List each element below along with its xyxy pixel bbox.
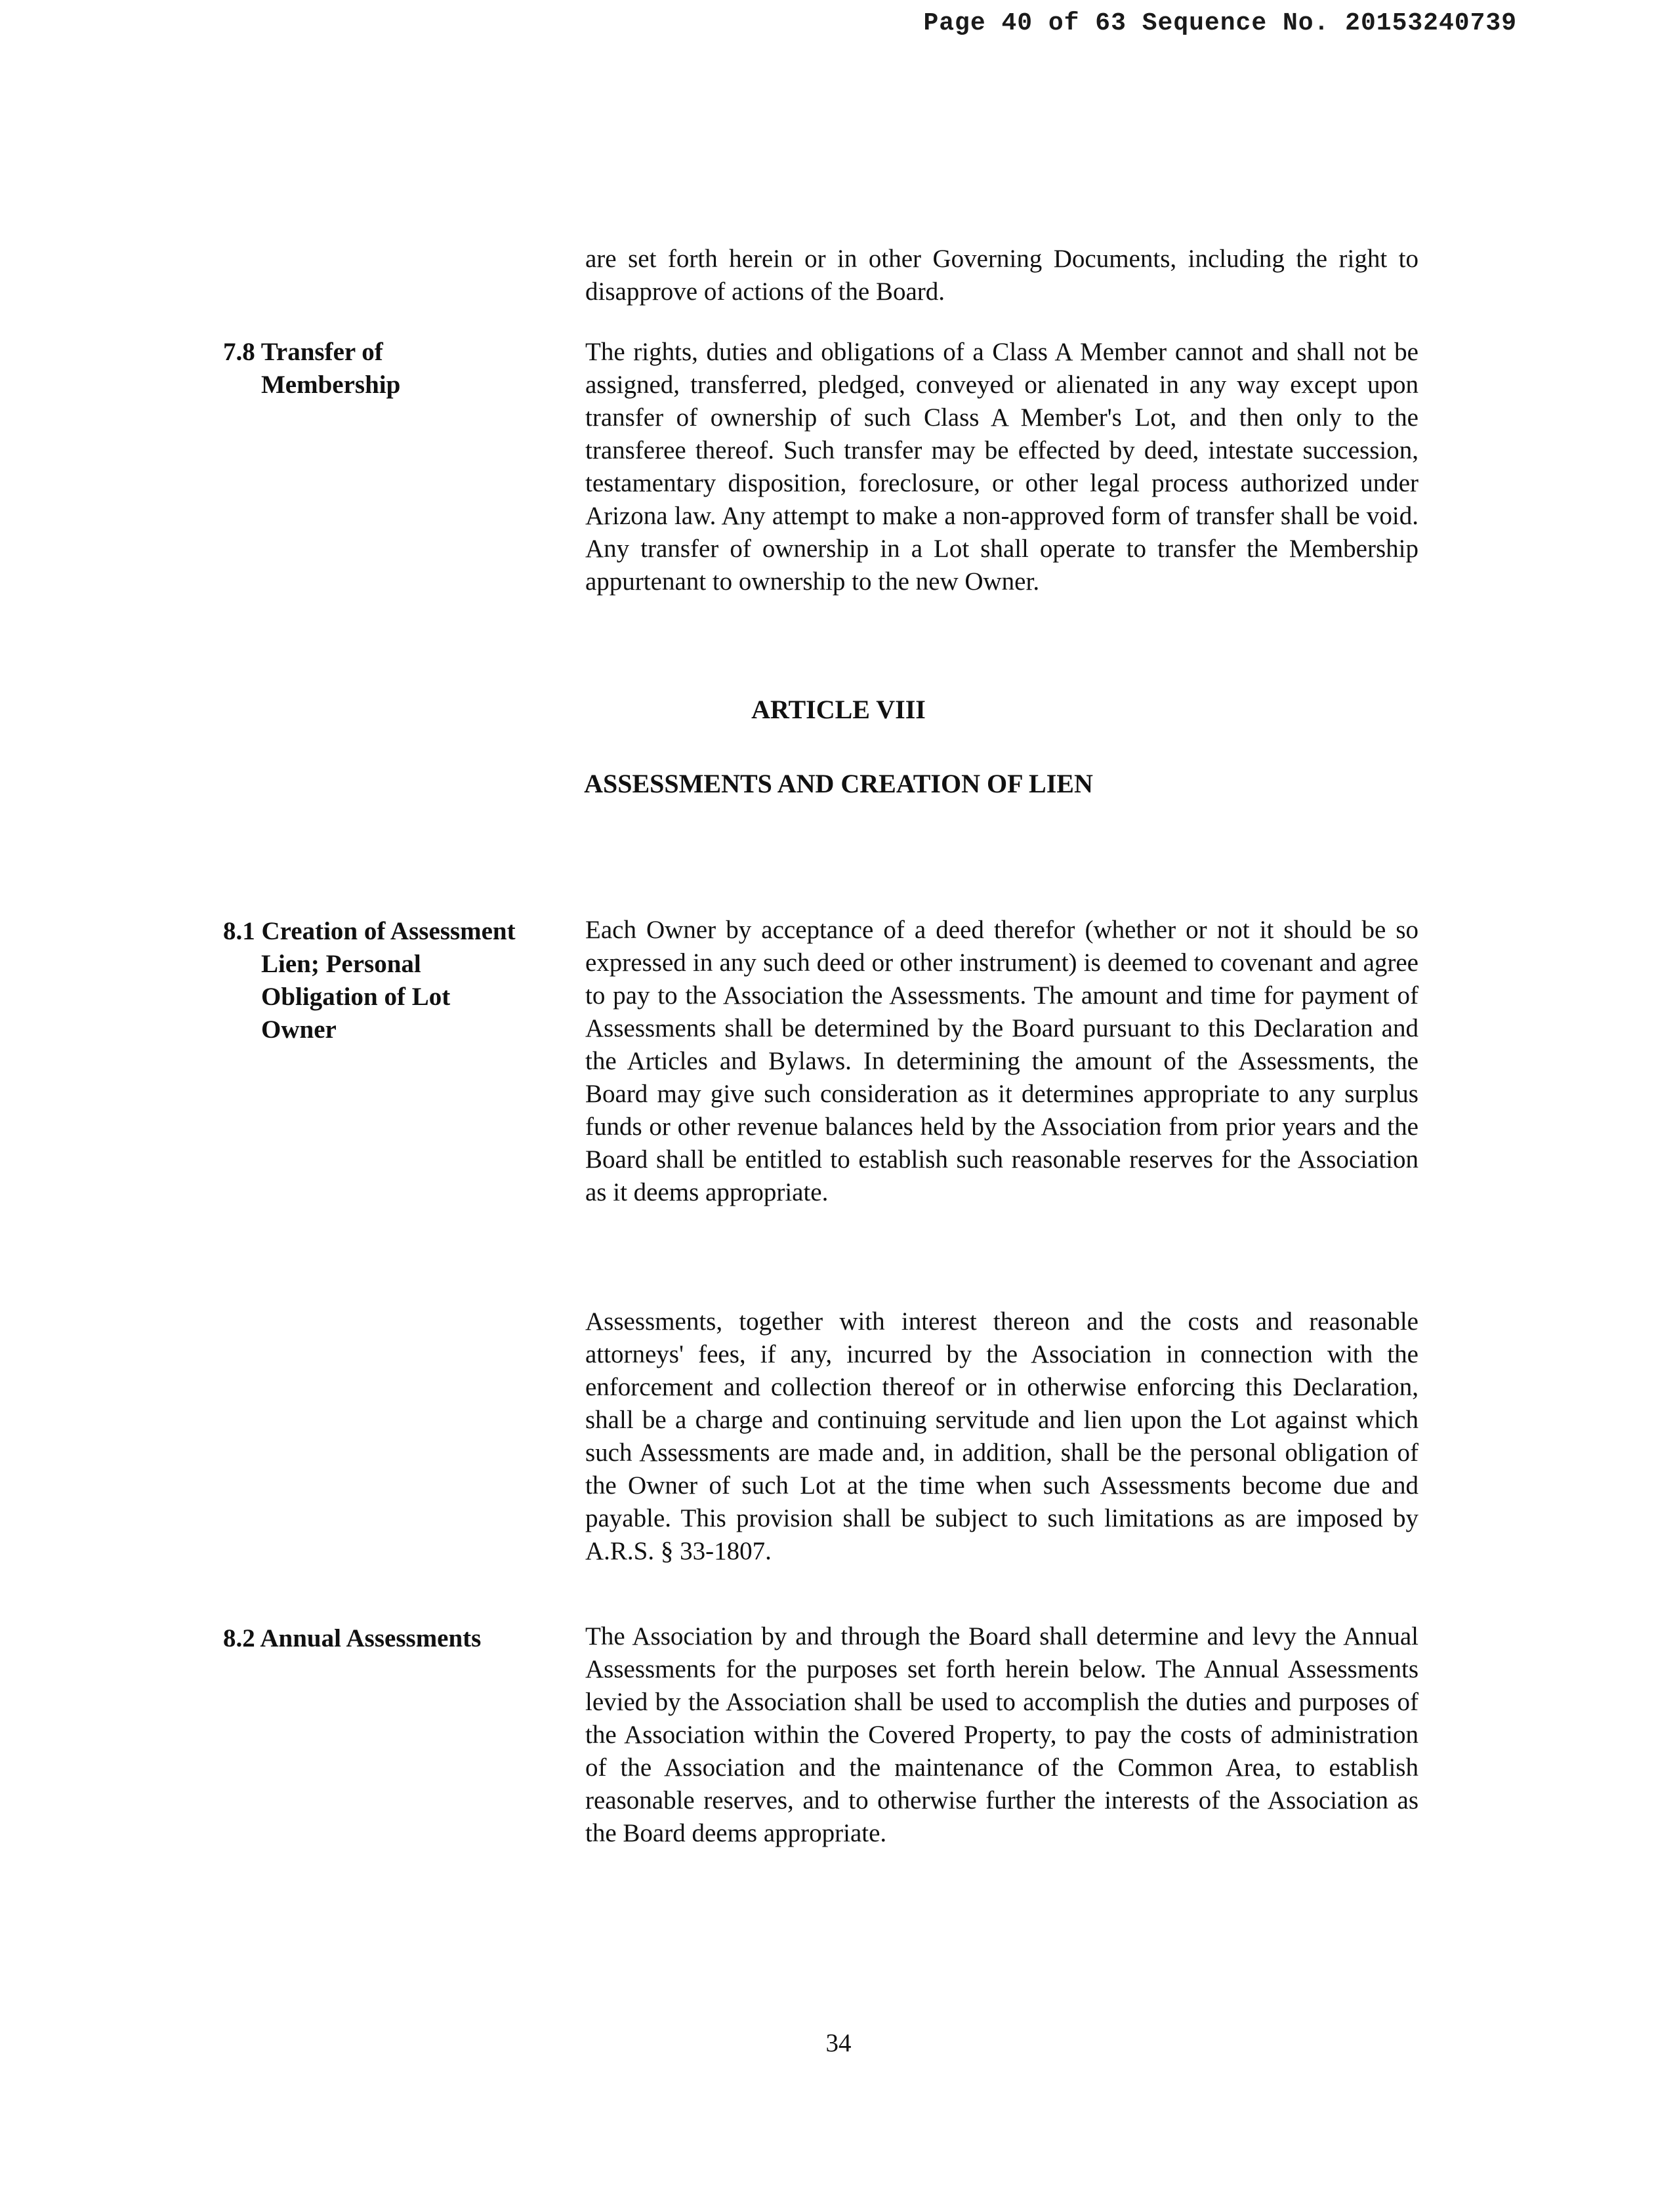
section-8-1-body-p1: Each Owner by acceptance of a deed therefor (whether or not it should be so expressed in any such deed or other instrument) is deemed to covenant and agree to pay to the Association the Assessments. The amount and time for payment of Assessments shall be determined by the Board pursuant to this Declaration and the Articles and Bylaws. In determining the amount of the Assessments, the Board may give such consideration as it determines appropriate to any surplus funds or other revenue balances held by the Association from prior years and the Board shall be entitled to establish such reasonable reserves for the Association as it deems appropriate. [585, 916, 1418, 1206]
section-8-1-heading [223, 915, 516, 1046]
section-7-8-heading-line1: 7.8 Transfer of [223, 338, 383, 366]
section-8-1-body-p2: Assessments, together with interest thereon and the costs and reasonable attorneys' fees, if any, incurred by the Association in connection with the enforcement and collection thereof or in otherwise enforcing this Declaration, shall be a charge and continuing servitude and lien upon the Lot against which such Assessments are made and, in addition, shall be the personal obligation of the Owner of such Lot at the time when such Assessments become due and payable. This provision shall be subject to such limitations as are imposed by A.R.S. § 33-1807. [585, 1307, 1418, 1565]
page-number: 34 [825, 2029, 852, 2057]
section-8-2-heading: 8.2 Annual Assessments [223, 1624, 482, 1652]
section-8-1-heading-line1: 8.1 Creation of Assessment [223, 917, 516, 945]
section-7-8-heading [223, 336, 400, 401]
section-8-1-heading-line4: Owner [261, 1015, 337, 1044]
continued-paragraph: are set forth herein or in other Governing Documents, including the right to disapprove of actions of the Board. [585, 245, 1418, 306]
section-7-8-heading-line2: Membership [261, 371, 401, 399]
section-8-1-heading-line3: Obligation of Lot [261, 983, 451, 1011]
section-8-1-heading-line2: Lien; Personal [261, 950, 421, 978]
header-stamp: Page 40 of 63 Sequence No. 20153240739 [923, 9, 1517, 37]
section-8-2-body: The Association by and through the Board shall determine and levy the Annual Assessments for the purposes set forth herein below. The Annual Assessments levied by the Association shall be used to accomplish the duties and purposes of the Association within the Covered Property, to pay the costs of administration of the Association and the maintenance of the Common Area, to establish reasonable reserves, and to otherwise further the interests of the Association as the Board deems appropriate. [585, 1622, 1418, 1847]
article-number: ARTICLE VIII [751, 695, 926, 724]
section-7-8-body: The rights, duties and obligations of a Class A Member cannot and shall not be assigned, transferred, pledged, conveyed or alienated in any way except upon transfer of ownership of such Class A Member's Lot, and then only to the transferee thereof. Such transfer may be effected by deed, intestate succession, testamentary disposition, foreclosure, or other legal process authorized under Arizona law. Any attempt to make a non-approved form of transfer shall be void. Any transfer of ownership in a Lot shall operate to transfer the Membership appurtenant to ownership to the new Owner. [585, 338, 1418, 596]
article-title: ASSESSMENTS AND CREATION OF LIEN [584, 769, 1093, 798]
